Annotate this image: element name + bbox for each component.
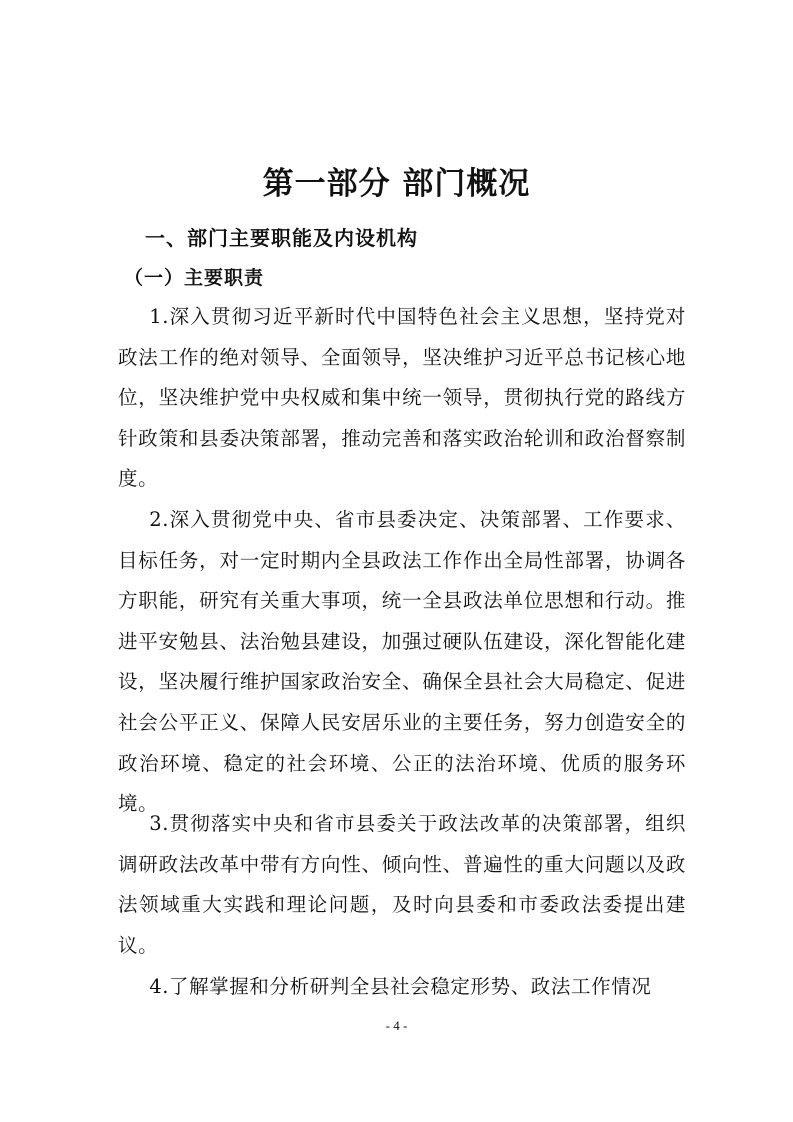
paragraph-2: 2.深入贯彻党中央、省市县委决定、决策部署、工作要求、目标任务，对一定时期内全县政法工作作出全局性部署，协调各方职能，研究有关重大事项，统一全县政法单位思想和行动。推进平安勉县、法治勉县建设，加强过硬队伍建设，深化智能化建设，坚决履行维护国家政治安全、确保全县社会大局稳定、促进社会公平正义、保障人民安居乐业的主要任务，努力创造安全的政治环境、稳定的社会环境、公正的法治环境、优质的服务环境。 xyxy=(118,508,686,816)
paragraph-1: 1.深入贯彻习近平新时代中国特色社会主义思想，坚持党对政法工作的绝对领导、全面领导，坚决维护习近平总书记核心地位，坚决维护党中央权威和集中统一领导，贯彻执行党的路线方针政策和县委决策部署，推动完善和落实政治轮训和政治督察制度。 xyxy=(118,305,686,491)
page-title: 第一部分 部门概况 xyxy=(262,166,531,202)
page-number: - 4 - xyxy=(385,1018,408,1033)
subsection-heading: （一）主要职责 xyxy=(124,267,265,289)
paragraph-4: 4.了解掌握和分析研判全县社会稳定形势、政法工作情况 xyxy=(149,975,652,998)
paragraph-3: 3.贯彻落实中央和省市县委关于政法改革的决策部署，组织调研政法改革中带有方向性、倾向性、普遍性的重大问题以及政法领域重大实践和理论问题，及时向县委和市委政法委提出建议。 xyxy=(118,812,686,957)
section-heading: 一、部门主要职能及内设机构 xyxy=(145,226,418,250)
